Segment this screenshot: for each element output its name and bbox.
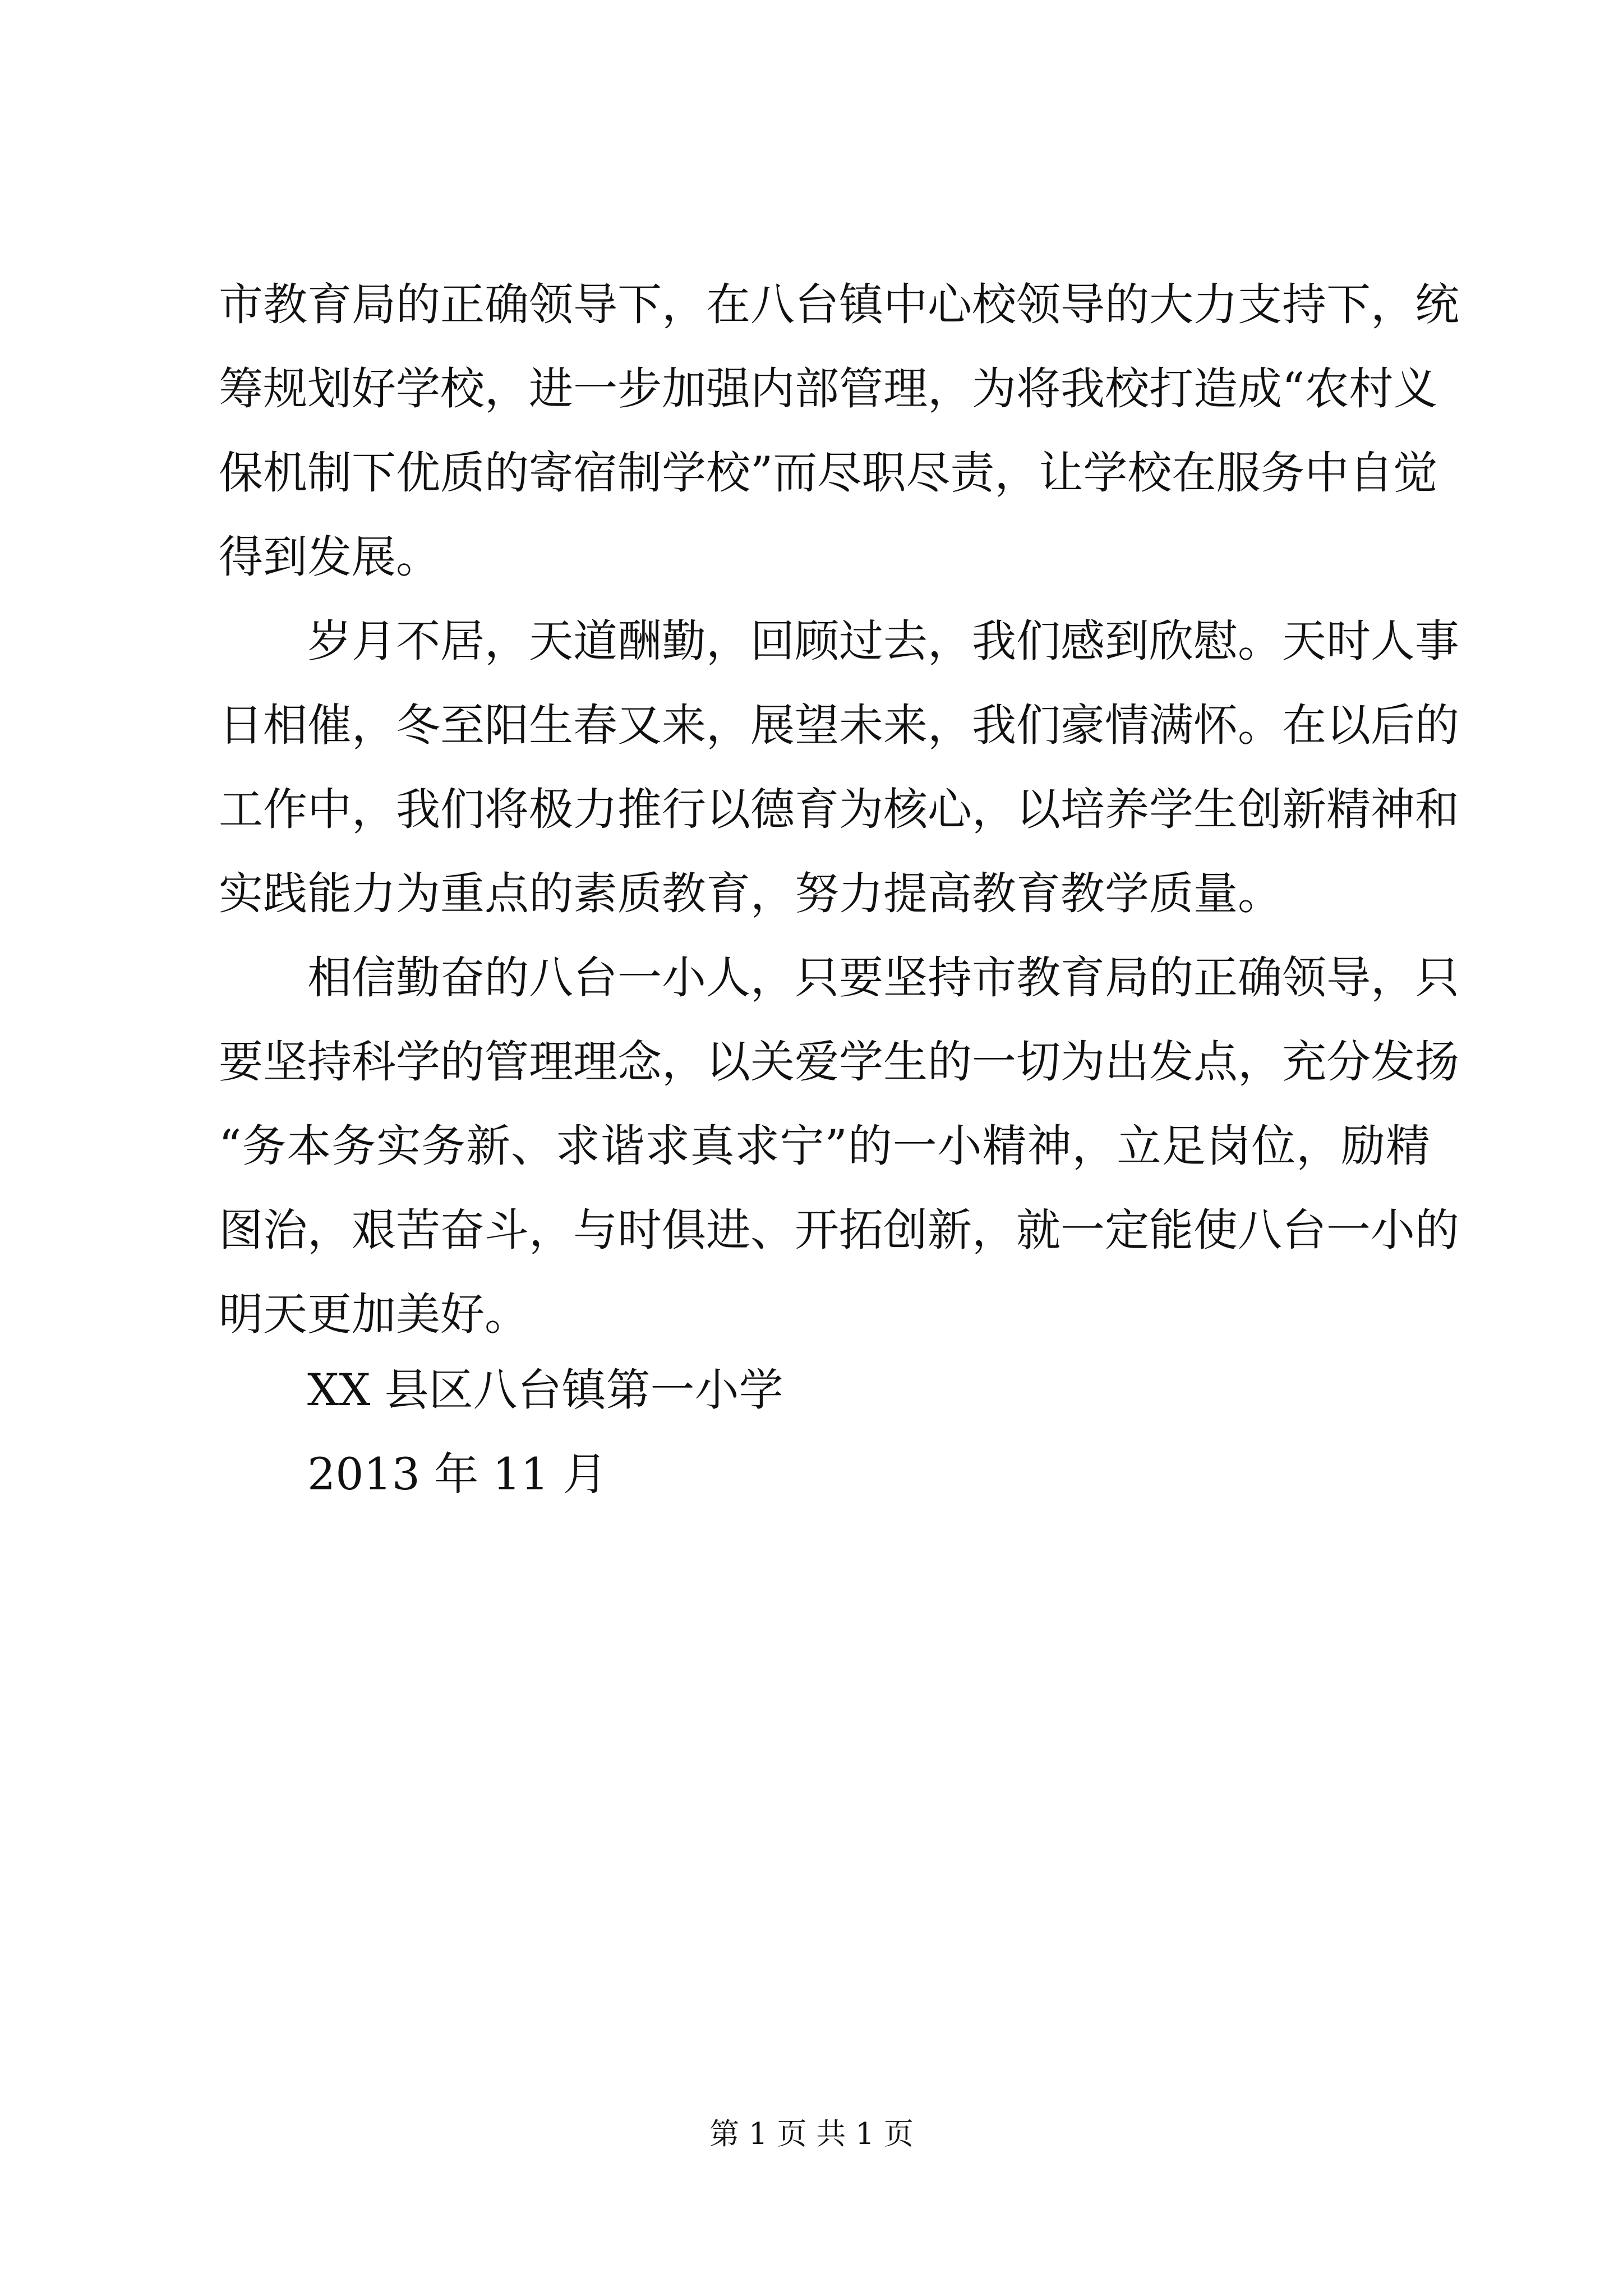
paragraph-2-line-4: 实践能力为重点的素质教育，努力提高教育教学质量。 xyxy=(219,868,1282,919)
document-body xyxy=(219,263,1459,1356)
paragraph-3-line-1: 相信勤奋的八台一小人，只要坚持市教育局的正确领导，只 xyxy=(307,952,1459,1004)
page-number: 第 1 页 共 1 页 xyxy=(709,2117,914,2151)
paragraph-3-line-5: 明天更加美好。 xyxy=(219,1289,529,1340)
paragraph-2-line-3: 工作中，我们将极力推行以德育为核心，以培养学生创新精神和 xyxy=(219,784,1459,835)
paragraph-3-line-2: 要坚持科学的管理理念，以关爱学生的一切为出发点，充分发扬 xyxy=(219,1036,1459,1088)
paragraph-1-line-4: 得到发展。 xyxy=(219,531,440,583)
signature-date: 2013 年 11 月 xyxy=(307,1448,607,1500)
paragraph-2-line-1: 岁月不居，天道酬勤，回顾过去，我们感到欣慰。天时人事 xyxy=(307,615,1459,667)
paragraph-1-line-3: 保机制下优质的寄宿制学校”而尽职尽责，让学校在服务中自觉 xyxy=(219,447,1438,499)
paragraph-3-line-4: 图治，艰苦奋斗，与时俱进、开拓创新，就一定能使八台一小的 xyxy=(219,1204,1459,1256)
signature-organization: XX 县区八台镇第一小学 xyxy=(307,1364,783,1416)
paragraph-2-line-2: 日相催，冬至阳生春又来，展望未来，我们豪情满怀。在以后的 xyxy=(219,700,1459,751)
page-footer xyxy=(0,2112,1623,2157)
paragraph-1-line-1: 市教育局的正确领导下，在八台镇中心校领导的大力支持下，统 xyxy=(219,279,1459,330)
signature-block xyxy=(307,1348,783,1516)
paragraph-1-line-2: 筹规划好学校，进一步加强内部管理，为将我校打造成“农村义 xyxy=(219,363,1438,415)
paragraph-3-line-3: “务本务实务新、求谐求真求宁”的一小精神，立足岗位，励精 xyxy=(219,1120,1430,1172)
